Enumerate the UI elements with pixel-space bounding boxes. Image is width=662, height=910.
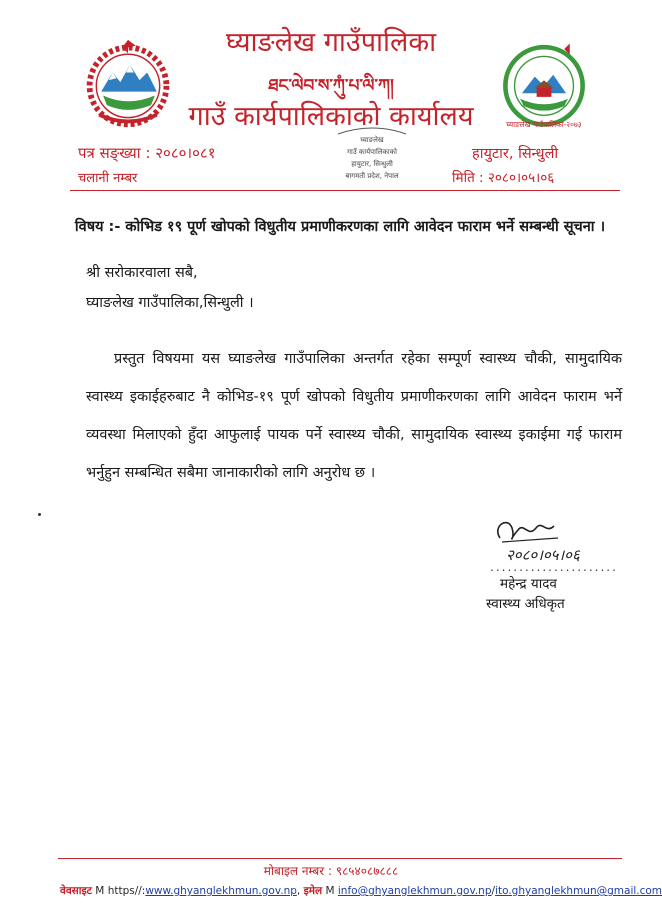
office-seal-stamp: [318, 124, 426, 190]
email-link-ito[interactable]: ito.ghyanglekhmun@gmail.com: [495, 885, 662, 897]
signatory-post: स्वास्थ्य अधिकृत: [486, 596, 565, 612]
municipality-emblem-logo: [498, 38, 590, 130]
svg-text:गाउँ कार्यपालिकाको: गाउँ कार्यपालिकाको: [347, 148, 397, 156]
letter-date: मिति : २०८०।०५।०६: [452, 170, 555, 186]
letter-subject: विषय :- कोभिड १९ पूर्ण खोपको विधुतीय प्रमाणीकरणका लागि आवेदन फाराम भर्ने सम्बन्धी सूचना ।: [74, 219, 606, 235]
svg-text:बागमती प्रदेश, नेपाल: बागमती प्रदेश, नेपाल: [345, 172, 399, 180]
footer-contacts: वेवसाइट M https//:www.ghyanglekhmun.gov.np, इमेल M info@ghyanglekhmun.gov.np/ito.ghyanglekhmun@gmail.com: [60, 885, 662, 897]
municipality-title-tibetan: ཐང་ལེབ་ས་ཀུཾ་པ་ལི་ཀ།: [268, 76, 394, 96]
email-link-info[interactable]: info@ghyanglekhmun.gov.np: [337, 885, 492, 897]
signature-date: २०८०।०५।०६: [506, 546, 580, 564]
recipient-line-2: घ्याङलेख गाउँपालिका,सिन्धुली ।: [86, 295, 254, 311]
dispatch-number: चलानी नम्बर: [78, 171, 138, 186]
signatory-name: महेन्द्र यादव: [500, 576, 557, 592]
signature-line: ......................: [490, 560, 618, 574]
email-label: इमेल: [303, 885, 323, 897]
emblem-caption: घ्याङलेख गाउँपालिका-२०७३: [506, 120, 582, 130]
handwritten-signature: [462, 508, 622, 566]
website-label: वेवसाइट: [60, 885, 92, 897]
municipality-title: घ्याङलेख गाउँपालिका: [225, 27, 437, 58]
recipient-line-1: श्री सरोकारवाला सबै,: [86, 265, 198, 281]
office-location: हायुटार, सिन्धुली: [472, 146, 559, 162]
reference-number: पत्र सङ्ख्या : २०८०।०८१: [78, 144, 216, 162]
svg-text:हायुटार, सिन्धुली: हायुटार, सिन्धुली: [351, 160, 393, 168]
office-title: गाउँ कार्यपालिकाको कार्यालय: [188, 101, 474, 132]
header-divider: [70, 190, 620, 191]
website-link[interactable]: www.ghyanglekhmun.gov.np: [145, 885, 297, 897]
letter-body: प्रस्तुत विषयमा यस घ्याङलेख गाउँपालिका अन्तर्गत रहेका सम्पूर्ण स्वास्थ्य चौकी, सामुदायिक स्वास्थ्य इकाईहरुबाट नै कोभिड-१९ पूर्ण खोपको विधुतीय प्रमाणीकरणका लागि आवेदन फाराम भर्ने व्यवस्था मिलाएको हुँदा आफुलाई पायक पर्ने स्वास्थ्य चौकी, सामुदायिक स्वास्थ्य इकाईमा गई फाराम भर्नुहुन सम्बन्धित सबैमा जानाकारीको लागि अनुरोध छ ।: [86, 351, 622, 481]
scan-speck: [38, 513, 41, 516]
svg-text:घ्याङलेख: घ्याङलेख: [360, 136, 384, 144]
footer-mobile: मोबाइल नम्बर : ९८५४०८७८८८: [263, 864, 399, 878]
footer-divider: [58, 858, 622, 859]
